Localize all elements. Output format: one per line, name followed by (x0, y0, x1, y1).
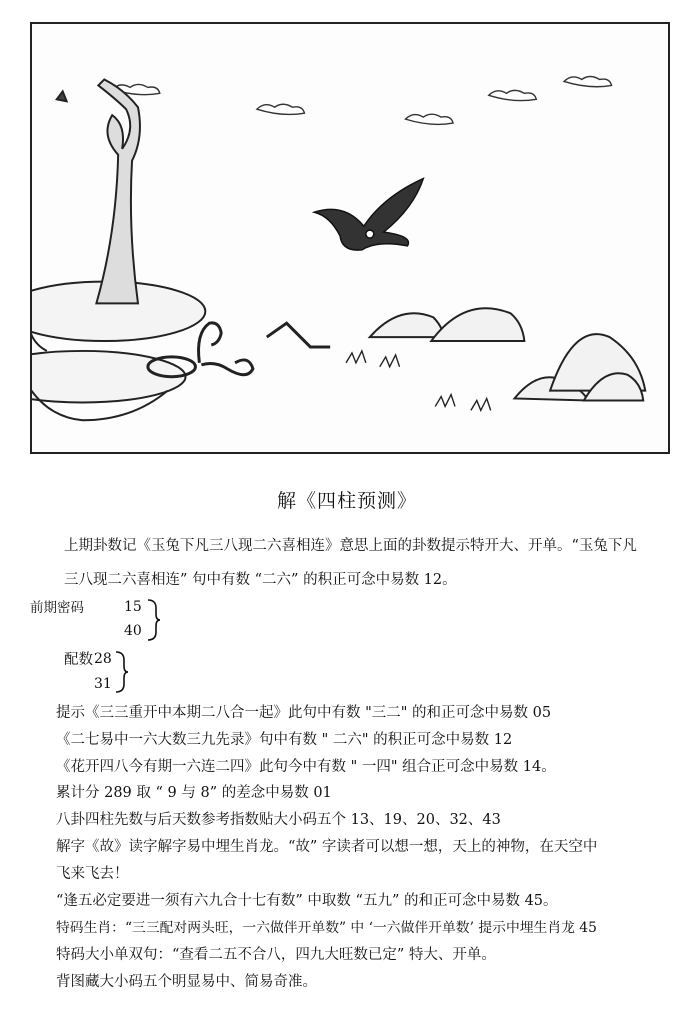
hint-line: 累计分 289 取 “ 9 与 8” 的差念中易数 01 (56, 785, 332, 801)
intro-line: 上期卦数记《玉兔下凡三八现二六喜相连》意思上面的卦数提示特开大、开单。“玉兔下凡 (64, 538, 637, 554)
bare-tree (57, 79, 140, 303)
matching-value: 28 (94, 651, 112, 667)
hint-line: 《二七易中一六大数三九先录》句中有数 " 二六" 的积正可念中易数 12 (56, 732, 513, 748)
hint-line: 解字《故》读字解字易中埋生肖龙。“故” 字读者可以想一想，天上的神物，在天空中 (56, 839, 598, 855)
hint-line: 背图藏大小码五个明显易中、简易奇准。 (56, 974, 317, 990)
clouds (112, 77, 611, 125)
hint-line: 《花开四八今有期一六连二四》此句今中有数 " 一四" 组合正可念中易数 14。 (56, 759, 556, 775)
angle-mark (267, 323, 330, 347)
brace-icon (146, 598, 160, 642)
intro-line: 三八现二六喜相连” 句中有数 “二六” 的积正可念中易数 12。 (64, 572, 457, 588)
hint-line: 飞来飞去！ (56, 866, 129, 882)
page-title: 解《四柱预测》 (276, 490, 417, 512)
brace-icon (114, 650, 128, 694)
hint-line: 提示《三三重开中本期二八合一起》此句中有数 "三二" 的和正可念中易数 05 (56, 705, 552, 721)
previous-code-value: 40 (124, 623, 142, 639)
grass-tufts (346, 351, 491, 410)
riddle-illustration (30, 22, 670, 454)
hint-line: 特码大小单双句：“查看二五不合八，四九大旺数已定” 特大、开单。 (56, 947, 496, 963)
hint-line: “逢五必定要进一须有六九合十七有数” 中取数 “五九” 的和正可念中易数 45。 (56, 893, 558, 909)
hint-line: 八卦四柱先数与后天数参考指数贴大小码五个 13、19、20、32、43 (56, 812, 501, 828)
eagle (314, 179, 423, 251)
matching-label: 配数 (64, 652, 93, 668)
hint-line: 特码生肖：“三三配对两头旺，一六做伴开单数” 中 ‘一六做伴开单数’ 提示中埋生肖龙 45 (56, 920, 597, 936)
previous-code-label: 前期密码 (30, 600, 84, 616)
eagle-snake-landscape-drawing (32, 24, 668, 452)
matching-value: 31 (94, 676, 112, 692)
previous-code-value: 15 (124, 599, 142, 615)
hills (370, 308, 645, 400)
